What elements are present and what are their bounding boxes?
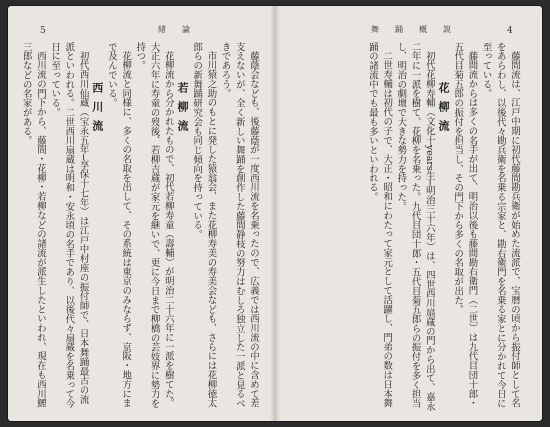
running-head: 舞 踊 概 説 xyxy=(371,25,455,34)
right-page xyxy=(275,6,542,421)
book-spread xyxy=(8,6,542,421)
page-number: 4 xyxy=(507,26,513,36)
paragraph: 初代花柳寿輔（文化十years生─明治三十六年）は、四世西川扇蔵の門から出て、嘉永二年に一派を樹て、花柳を名乗った。九代目団十郎・五代目菊五郎らの振付を多く担当し、明治の劇壇で大きな勢力を持った。 xyxy=(395,42,435,412)
running-head: 緒 論 xyxy=(158,25,194,34)
left-page xyxy=(8,6,275,421)
paragraph: 藤間流からは多くの名手が出て、明治以後も藤間勘右衛門（二世）は九代目団十郎・五代目菊五郎の振付を担当し、その門下から多くの名取が出た。 xyxy=(452,42,478,409)
paragraph: 初代西川仙蔵（宝永五年─享保十七年）は江戸中村座の振付師で、日本舞踊最古の流派といわれる。二世西川扇蔵は明和・安永頃の名手であり、以後代々扇蔵を名乗って今日に至っている。 xyxy=(49,42,89,409)
paragraph: 藤間流は、江戸中期に初代藤間勘兵衛が始めた流派で、宝暦の頃から振付師として名をあらわし、以後代々勘兵衛を名乗る宗家と、勘右衛門を名乗る家とに分かれて今日に至っている。 xyxy=(480,42,520,409)
left-text-block xyxy=(20,42,260,412)
section-heading: 若柳流 xyxy=(175,82,189,139)
paragraph: 西川流の門下から、藤間・花柳・若柳などの諸流が派生したといわれ、現在も西川鯉三郎などの名家がある。 xyxy=(20,42,46,409)
paragraph: 市川猿之助のもとに発した猿翁会、また花柳寿美の寿美会なども、さらには花柳徳太郎らの新舞踊研究会も同じ傾向を持っている。 xyxy=(191,42,217,409)
paragraph: 花柳流から分かれたもので、初代若柳寿童（壽輔）が明治二十六年に一派を樹てた。大正六年に寿童の歿後、若柳吉蔵が家元を継いで、更に今日まで柳橋の芸妓界に勢力を持つ。 xyxy=(134,42,174,409)
paragraph: 花柳流と同様に、多くの名取を出して、その系統は東京のみならず、京阪・地方にまで及んでいる。 xyxy=(105,42,132,409)
page-number: 5 xyxy=(40,26,46,36)
paragraph: 藤蔭会なども、後藤蔭が一度西川流を名乗ったので、広義では西川流の中に含めて差支えないが、全く新しい舞踊を創作した藤間静枝の努力はむしろ独立した一派と見るべきであろう。 xyxy=(219,42,259,409)
section-heading: 花柳流 xyxy=(436,82,450,139)
paragraph: 二世寿輔は初代の子で、大正・昭和にわたって家元として活躍し、門弟の数は日本舞踊の諸流中でも最も多いといわれる。 xyxy=(366,42,393,409)
section-heading: 西川流 xyxy=(90,82,104,139)
right-text-block xyxy=(291,42,521,412)
